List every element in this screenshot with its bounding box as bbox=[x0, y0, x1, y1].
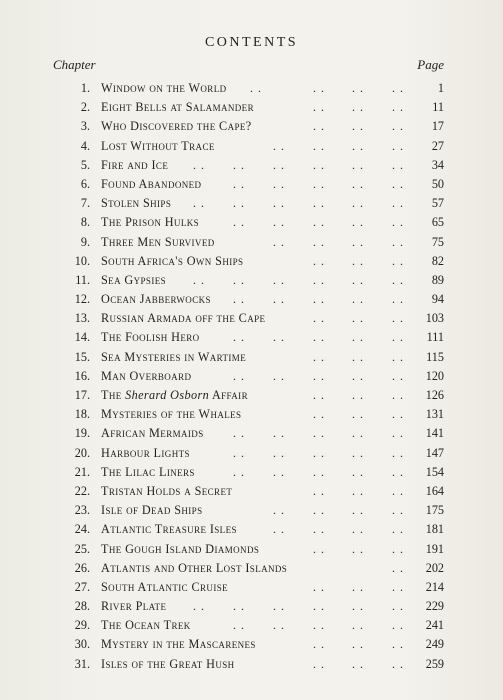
contents-list bbox=[0, 79, 503, 674]
list-item bbox=[0, 79, 503, 98]
dot-leader: . . . . . . bbox=[313, 119, 404, 134]
dot-leader: . . . . . . . . . . bbox=[233, 215, 404, 230]
chapter-title: The Ocean Trek bbox=[101, 618, 191, 633]
chapter-title: Eight Bells at Salamander bbox=[101, 100, 254, 115]
page-number: 11 bbox=[432, 100, 444, 115]
chapter-title: Sea Gypsies bbox=[101, 272, 167, 287]
chapter-title: River Plate bbox=[101, 599, 167, 614]
list-item bbox=[0, 463, 503, 482]
list-item bbox=[0, 271, 503, 290]
chapter-number: 12. bbox=[74, 292, 90, 307]
chapter-title: Three Men Survived bbox=[101, 234, 215, 249]
chapter-number: 1. bbox=[80, 81, 90, 95]
dot-leader: . . . . . . bbox=[313, 407, 404, 422]
page-number: 89 bbox=[431, 272, 444, 287]
page-number: 94 bbox=[431, 292, 444, 307]
ship-name: Sherard Osborn bbox=[125, 388, 210, 402]
chapter-number: 31. bbox=[74, 656, 90, 671]
list-item bbox=[0, 424, 503, 443]
list-item bbox=[0, 309, 503, 328]
dot-leader: . . . . . . bbox=[313, 388, 404, 402]
list-item bbox=[0, 635, 503, 654]
chapter-number: 21. bbox=[74, 464, 90, 479]
dot-leader: . . . . . . bbox=[313, 637, 404, 652]
chapter-number: 11. bbox=[75, 272, 90, 287]
page-number: 141 bbox=[425, 426, 444, 441]
dot-leader: . . bbox=[392, 560, 404, 575]
chapter-number: 24. bbox=[74, 522, 90, 537]
chapter-number: 25. bbox=[74, 541, 90, 556]
page-number: 147 bbox=[425, 445, 444, 460]
dot-leader: . . . . . . . . . . bbox=[233, 618, 404, 633]
list-item bbox=[0, 405, 503, 424]
page-number: 1 bbox=[437, 81, 444, 95]
dot-leader: . . . . . . bbox=[313, 100, 404, 115]
chapter-number: 28. bbox=[74, 599, 90, 614]
chapter-title: Russian Armada off the Cape bbox=[101, 311, 266, 326]
chapter-title: Sea Mysteries in Wartime bbox=[101, 349, 247, 364]
chapter-title: Isle of Dead Ships bbox=[101, 503, 203, 518]
chapter-number: 13. bbox=[74, 311, 90, 326]
chapter-title: The Foolish Hero bbox=[101, 330, 200, 345]
chapter-number: 27. bbox=[74, 579, 90, 594]
page-number: 214 bbox=[425, 579, 444, 594]
chapter-number: 5. bbox=[80, 157, 90, 172]
page-number: 191 bbox=[425, 541, 444, 556]
list-item bbox=[0, 98, 503, 117]
chapter-title: Mysteries of the Whales bbox=[101, 407, 242, 422]
dot-leader: . . . . . . . . . . bbox=[233, 464, 404, 479]
dot-leader: . . . . . . . . bbox=[273, 234, 404, 249]
page-number: 34 bbox=[431, 157, 444, 172]
list-item bbox=[0, 156, 503, 175]
page-number: 164 bbox=[425, 483, 444, 498]
list-item bbox=[0, 597, 503, 616]
list-item bbox=[0, 194, 503, 213]
page-number: 65 bbox=[431, 215, 444, 230]
page-number: 154 bbox=[425, 464, 444, 479]
chapter-title: Atlantic Treasure Isles bbox=[101, 522, 237, 537]
list-item bbox=[0, 233, 503, 252]
page-number: 259 bbox=[425, 656, 444, 671]
page-number: 241 bbox=[425, 618, 444, 633]
chapter-number: 17. bbox=[74, 388, 90, 402]
page-number: 115 bbox=[426, 349, 444, 364]
dot-leader: . . . . . . . . . . bbox=[233, 445, 404, 460]
page-number: 17 bbox=[431, 119, 444, 134]
dot-leader: . . . . . . . . . . bbox=[233, 176, 404, 191]
list-item bbox=[0, 290, 503, 309]
list-item bbox=[0, 386, 503, 405]
list-item bbox=[0, 520, 503, 539]
list-item bbox=[0, 616, 503, 635]
page-number: 82 bbox=[431, 253, 444, 268]
chapter-number: 15. bbox=[74, 349, 90, 364]
dot-leader: . . . . . . bbox=[313, 656, 404, 671]
chapter-number: 14. bbox=[74, 330, 90, 345]
chapter-title: Ocean Jabberwocks bbox=[101, 292, 211, 307]
dot-leader: . . . . . . bbox=[313, 483, 404, 498]
chapter-title: Found Abandoned bbox=[101, 176, 202, 191]
list-item bbox=[0, 213, 503, 232]
list-item bbox=[0, 578, 503, 597]
chapter-number: 3. bbox=[80, 119, 90, 134]
list-item bbox=[0, 501, 503, 520]
chapter-number: 18. bbox=[74, 407, 90, 422]
chapter-title: Mystery in the Mascarenes bbox=[101, 637, 256, 652]
list-item bbox=[0, 137, 503, 156]
chapter-column-header: Chapter bbox=[53, 57, 96, 72]
chapter-title: Lost Without Trace bbox=[101, 138, 215, 153]
page-number: 27 bbox=[431, 138, 444, 153]
title-prefix: The bbox=[101, 388, 122, 402]
dot-leader: . . . . . . . . . . . . bbox=[193, 196, 404, 211]
page-number: 103 bbox=[425, 311, 444, 326]
dot-leader: . . . . . . bbox=[313, 349, 404, 364]
dot-leader: . . . . . . . . . . bbox=[233, 292, 404, 307]
list-item bbox=[0, 348, 503, 367]
dot-leader: . . . . . . bbox=[313, 253, 404, 268]
title-suffix: Affair bbox=[211, 388, 248, 402]
chapter-number: 26. bbox=[74, 560, 90, 575]
chapter-title: The Gough Island Diamonds bbox=[101, 541, 260, 556]
dot-leader: . . . . . . bbox=[313, 541, 404, 556]
chapter-number: 8. bbox=[80, 215, 90, 230]
dot-leader: . . . . . . . . . . . . bbox=[193, 157, 404, 172]
list-item bbox=[0, 328, 503, 347]
list-item bbox=[0, 367, 503, 386]
page-number: 175 bbox=[425, 503, 444, 518]
dot-leader: . . . . . . bbox=[313, 579, 404, 594]
chapter-number: 6. bbox=[80, 176, 90, 191]
list-item bbox=[0, 175, 503, 194]
chapter-number: 29. bbox=[74, 618, 90, 633]
list-item bbox=[0, 252, 503, 271]
chapter-title: Atlantis and Other Lost Islands bbox=[101, 560, 288, 575]
chapter-number: 7. bbox=[80, 196, 90, 211]
chapter-number: 9. bbox=[80, 234, 90, 249]
list-item bbox=[0, 540, 503, 559]
page-number: 181 bbox=[425, 522, 444, 537]
chapter-title: Who Discovered the Cape? bbox=[101, 119, 252, 134]
page-number: 131 bbox=[425, 407, 444, 422]
chapter-title: Harbour Lights bbox=[101, 445, 190, 460]
page-number: 249 bbox=[425, 637, 444, 652]
page-title: CONTENTS bbox=[204, 35, 299, 50]
dot-leader: . . . . . . bbox=[313, 311, 404, 326]
page-number: 202 bbox=[425, 560, 444, 575]
chapter-title: Tristan Holds a Secret bbox=[101, 483, 233, 498]
dot-leader: . . . . . . . . . . bbox=[233, 426, 404, 441]
chapter-number: 10. bbox=[74, 253, 90, 268]
dot-leader: . . . . . . . . bbox=[273, 522, 404, 537]
chapter-number: 22. bbox=[74, 483, 90, 498]
chapter-number: 30. bbox=[74, 637, 90, 652]
chapter-number: 19. bbox=[74, 426, 90, 441]
list-item bbox=[0, 655, 503, 674]
chapter-title: Window on the World bbox=[101, 81, 227, 95]
chapter-number: 4. bbox=[80, 138, 90, 153]
chapter-title: The Prison Hulks bbox=[101, 215, 200, 230]
chapter-number: 23. bbox=[74, 503, 90, 518]
chapter-number: 2. bbox=[80, 100, 90, 115]
page-number: 57 bbox=[431, 196, 444, 211]
dot-leader: . . . . . . . . . . . . bbox=[193, 272, 404, 287]
page-number: 229 bbox=[425, 599, 444, 614]
chapter-title: Stolen Ships bbox=[101, 196, 172, 211]
dot-leader: . . . . . . . . bbox=[273, 503, 404, 518]
chapter-title: South Atlantic Cruise bbox=[101, 579, 229, 594]
page-number: 111 bbox=[426, 330, 444, 345]
chapter-title: Isles of the Great Hush bbox=[101, 656, 235, 671]
dot-leader: . . . . . . . . . . . . bbox=[193, 599, 404, 614]
chapter-title: South Africa's Own Ships bbox=[101, 253, 244, 268]
list-item bbox=[0, 482, 503, 501]
list-item bbox=[0, 444, 503, 463]
list-item bbox=[0, 117, 503, 136]
page-number: 120 bbox=[425, 368, 444, 383]
page-number: 50 bbox=[431, 176, 444, 191]
page-number: 126 bbox=[425, 388, 444, 402]
chapter-title: The Lilac Liners bbox=[101, 464, 195, 479]
page-column-header: Page bbox=[417, 57, 444, 72]
chapter-title: African Mermaids bbox=[101, 426, 204, 441]
chapter-title: Fire and Ice bbox=[101, 157, 169, 172]
list-item bbox=[0, 559, 503, 578]
dot-leader: . . . . . . . . bbox=[273, 138, 404, 153]
page-number: 75 bbox=[431, 234, 444, 249]
dot-leader: . . . . . . . . bbox=[250, 81, 404, 95]
chapter-title: Man Overboard bbox=[101, 368, 192, 383]
chapter-number: 16. bbox=[74, 368, 90, 383]
dot-leader: . . . . . . . . . . bbox=[233, 368, 404, 383]
dot-leader: . . . . . . . . . . bbox=[233, 330, 404, 345]
chapter-number: 20. bbox=[74, 445, 90, 460]
